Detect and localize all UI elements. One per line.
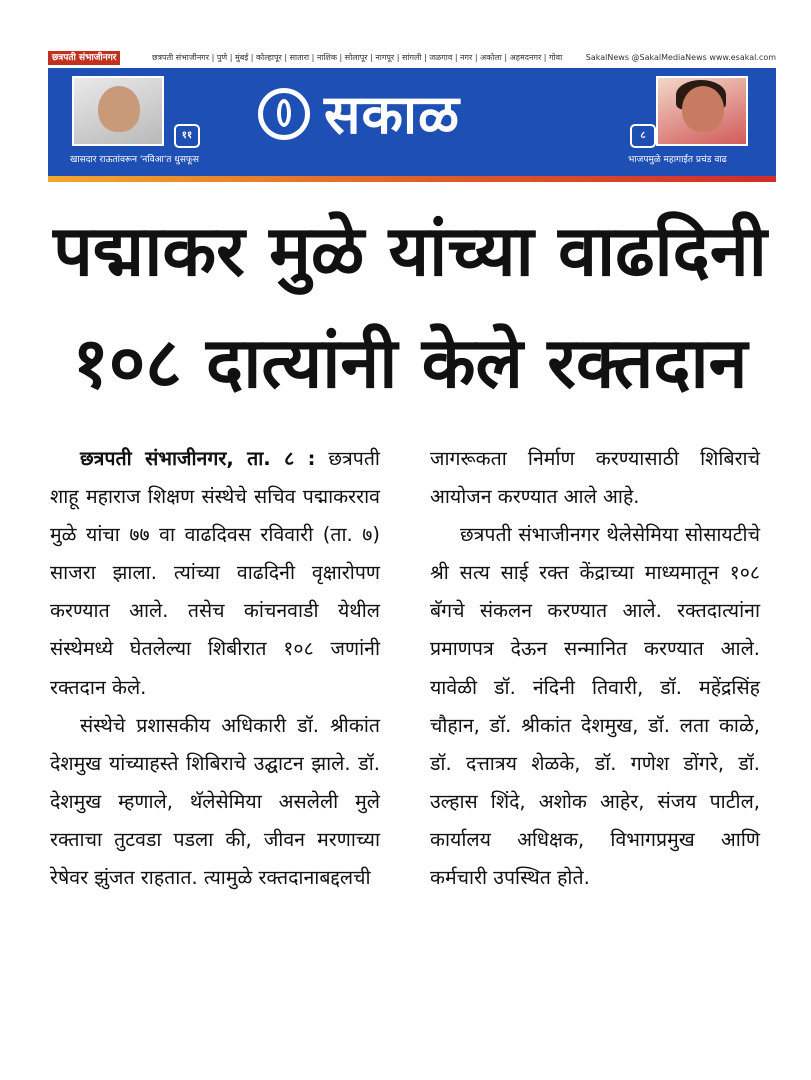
article-paragraph	[50, 440, 380, 707]
editions-list: छत्रपती संभाजीनगर | पुणे | मुंबई | कोल्हापूर | सातारा | नाशिक | सोलापूर | नागपूर | सांगली | जळगाव | नगर | अकोला | अहमदनगर | गोवा	[152, 53, 563, 62]
right-teaser-caption: भाजपमुळे महागाईत प्रचंड वाढ	[628, 155, 727, 165]
left-teaser-photo	[72, 76, 164, 146]
right-teaser-photo	[656, 76, 748, 146]
article-paragraph: छत्रपती संभाजीनगर थेलेसेमिया सोसायटीचे श्री सत्य साई रक्त केंद्राच्या माध्यमातून १०८ बॅगचे संकलन करण्यात आले. रक्तदात्यांना प्रमाणपत्र देऊन सन्मानित करण्यात आले. यावेळी डॉ. नंदिनी तिवारी, डॉ. महेंद्रसिंह चौहान, डॉ. श्रीकांत देशमुख, डॉ. लता काळे, डॉ. दत्तात्रय शेळके, डॉ. गणेश डोंगरे, डॉ. उल्हास शिंदे, अशोक आहेर, संजय पाटील, कार्यालय अधिक्षक, विभागप्रमुख आणि कर्मचारी उपस्थित होते.	[430, 523, 760, 890]
left-teaser-caption: खासदार राऊतांवरून 'नविआ'त धुसफूस	[70, 155, 199, 165]
sakal-logo-icon	[258, 88, 310, 140]
social-handles: SakalNews @SakalMediaNews www.esakal.com	[585, 53, 776, 62]
left-teaser-page: ११	[174, 124, 200, 148]
headline-line-2: १०८ दात्यांनी केले रक्तदान	[72, 322, 748, 404]
right-teaser-page: ८	[630, 124, 656, 148]
headline-line-1: पद्माकर मुळे यांच्या वाढदिनी	[53, 210, 767, 292]
masthead-band	[48, 68, 776, 176]
article-paragraph: संस्थेचे प्रशासकीय अधिकारी डॉ. श्रीकांत देशमुख यांच्याहस्ते शिबिराचे उद्घाटन झाले. डॉ. देशमुख म्हणाले, थॅलेसेमिया असलेली मुले रक्ताचा तुटवडा पडला की, जीवन मरणाच्या रेषेवर झुंजत राहतात. त्यामुळे रक्तदानाबद्दलची	[50, 713, 380, 890]
article-column-2	[430, 440, 760, 897]
edition-strip	[48, 48, 776, 68]
portrait-icon	[98, 86, 140, 132]
portrait-icon	[682, 86, 724, 132]
newspaper-logo: सकाळ	[324, 83, 461, 146]
newspaper-masthead	[48, 48, 776, 182]
masthead-rule	[48, 176, 776, 182]
article-column-1	[50, 440, 380, 897]
edition-tag: छत्रपती संभाजीनगर	[48, 51, 120, 65]
dateline: छत्रपती संभाजीनगर, ता. ८ :	[80, 447, 316, 470]
article-paragraph: जागरूकता निर्माण करण्यासाठी शिबिराचे आयोजन करण्यात आले आहे.	[430, 447, 760, 509]
paragraph-text: छत्रपती शाहू महाराज शिक्षण संस्थेचे सचिव पद्माकरराव मुळे यांचा ७७ वा वाढदिवस रविवारी (ता. ७) साजरा झाला. त्यांच्या वाढदिनी वृक्षारोपण करण्यात आले. तसेच कांचनवाडी येथील संस्थेमध्ये घेतलेल्या शिबीरात १०८ जणांनी रक्तदान केले.	[50, 447, 380, 699]
